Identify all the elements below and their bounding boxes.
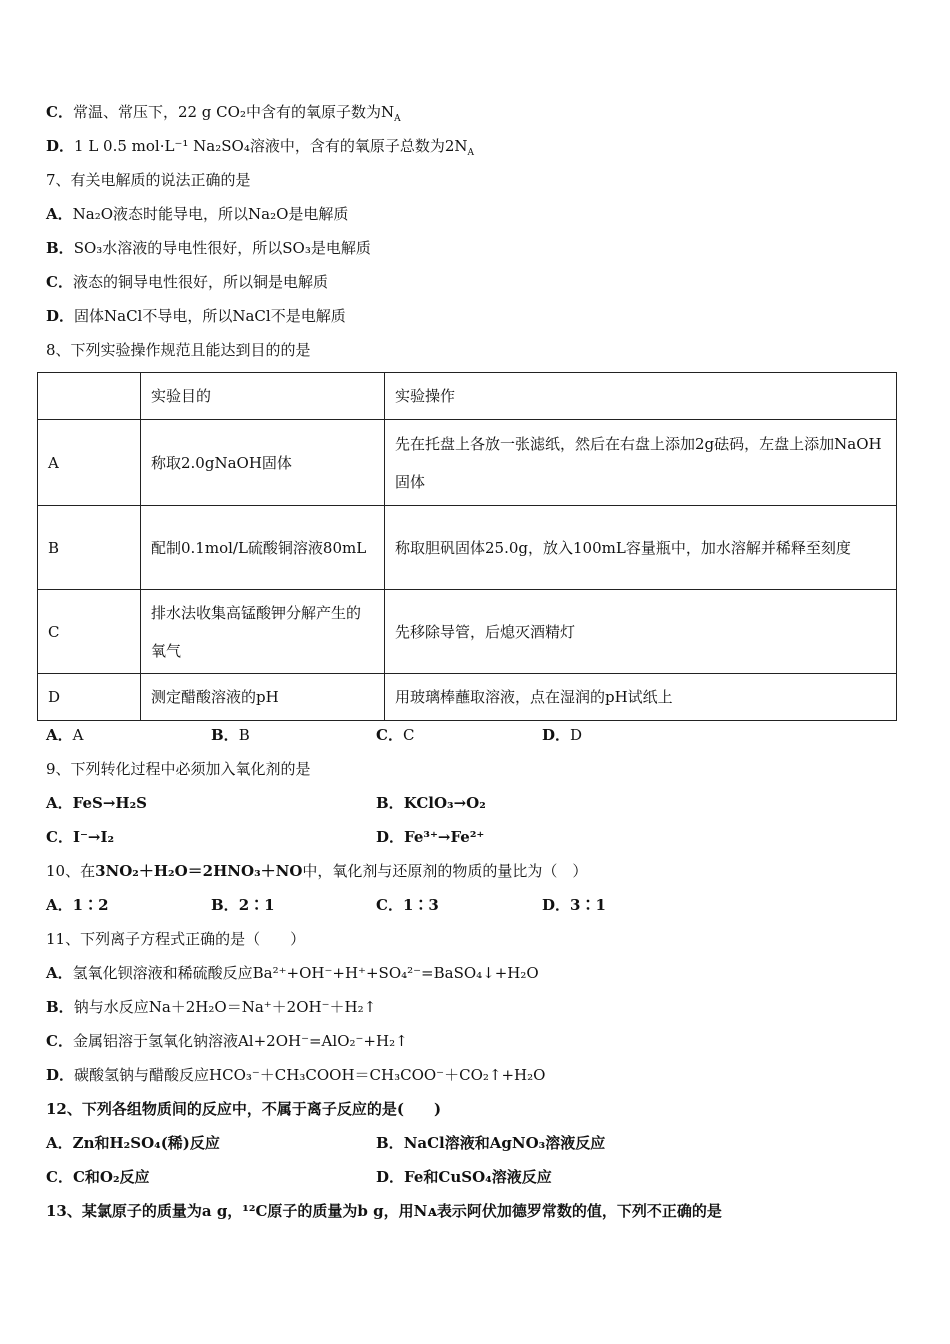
table-cell-key: C <box>38 590 141 674</box>
q10-stem <box>46 861 587 881</box>
q11-option-a <box>46 963 539 983</box>
option-text: SO₃水溶液的导电性很好，所以SO₃是电解质 <box>73 239 371 257</box>
q8-option-d <box>542 725 582 745</box>
table-cell-purpose: 称取2.0gNaOH固体 <box>141 420 385 506</box>
table-cell-key: B <box>38 506 141 590</box>
option-text: FeS→H₂S <box>72 794 147 812</box>
q10-option-a <box>46 895 109 915</box>
q7-stem: 7、有关电解质的说法正确的是 <box>46 171 251 189</box>
q12-stem: 12、下列各组物质间的反应中，不属于离子反应的是( ) <box>46 1100 442 1118</box>
option-label: C． <box>46 1168 73 1186</box>
q10-option-d <box>542 895 606 915</box>
table-row <box>38 506 897 590</box>
q11-stem: 11、下列离子方程式正确的是（ ） <box>46 930 306 948</box>
table-cell-operation: 称取胆矾固体25.0g，放入100mL容量瓶中，加水溶解并稀释至刻度 <box>385 506 897 590</box>
table-cell-key: D <box>38 674 141 721</box>
q8-stem: 8、下列实验操作规范且能达到目的的是 <box>46 341 311 359</box>
option-text: 液态的铜导电性很好，所以铜是电解质 <box>72 273 328 291</box>
q10-option-c <box>376 895 439 915</box>
table-cell-operation: 先在托盘上各放一张滤纸，然后在右盘上添加2g砝码，左盘上添加NaOH固体 <box>385 420 897 506</box>
option-text: 氢氧化钡溶液和稀硫酸反应Ba²⁺+OH⁻+H⁺+SO₄²⁻=BaSO₄↓+H₂O <box>72 964 539 982</box>
option-label: B． <box>376 794 404 812</box>
table-header-cell: 实验目的 <box>141 373 385 420</box>
option-label: C． <box>376 726 403 744</box>
table-row <box>38 420 897 506</box>
q8-option-a <box>46 725 83 745</box>
option-label: A． <box>46 205 73 223</box>
table-header-row <box>38 373 897 420</box>
option-text: 1∶3 <box>402 896 439 914</box>
option-text: C <box>402 726 415 744</box>
table-cell-purpose: 排水法收集高锰酸钾分解产生的氧气 <box>141 590 385 674</box>
option-label: D． <box>376 828 405 846</box>
q7-option-c <box>46 272 328 292</box>
subscript: A <box>394 114 401 124</box>
table-cell-operation: 用玻璃棒蘸取溶液，点在湿润的pH试纸上 <box>385 674 897 721</box>
option-text: 1∶2 <box>72 896 109 914</box>
option-text: 碳酸氢钠与醋酸反应HCO₃⁻＋CH₃COOH＝CH₃COO⁻＋CO₂↑+H₂O <box>74 1066 546 1084</box>
q8-option-c <box>376 725 414 745</box>
option-label: D． <box>542 726 571 744</box>
table-row <box>38 590 897 674</box>
table-header-cell: 实验操作 <box>385 373 897 420</box>
option-label: C． <box>376 896 403 914</box>
option-text: 金属铝溶于氢氧化钠溶液Al+2OH⁻=AlO₂⁻+H₂↑ <box>72 1032 408 1050</box>
q8-option-b <box>211 725 250 745</box>
q9-stem: 9、下列转化过程中必须加入氧化剂的是 <box>46 760 311 778</box>
option-text: C和O₂反应 <box>72 1168 150 1186</box>
option-label: D． <box>46 137 75 155</box>
option-label: C． <box>46 1032 73 1050</box>
table-cell-operation: 先移除导管，后熄灭酒精灯 <box>385 590 897 674</box>
option-label: C． <box>46 828 73 846</box>
q12-option-a <box>46 1133 220 1153</box>
option-text: Fe³⁺→Fe²⁺ <box>404 828 485 846</box>
option-text: 1 L 0.5 mol·L⁻¹ Na₂SO₄溶液中，含有的氧原子总数为2N <box>74 137 468 155</box>
q13-stem: 13、某氯原子的质量为a g，¹²C原子的质量为b g，用Nᴀ表示阿伏加德罗常数的值，下列不正确的是 <box>46 1202 722 1220</box>
q11-option-b <box>46 997 376 1017</box>
table-cell-purpose: 配制0.1mol/L硫酸铜溶液80mL <box>141 506 385 590</box>
table-header-cell <box>38 373 141 420</box>
option-text: 钠与水反应Na＋2H₂O＝Na⁺＋2OH⁻＋H₂↑ <box>73 998 377 1016</box>
q6-option-c <box>46 102 401 129</box>
table-row <box>38 674 897 721</box>
q10-option-b <box>211 895 275 915</box>
option-text: Na₂O液态时能导电，所以Na₂O是电解质 <box>72 205 349 223</box>
stem-number: 10、在 <box>46 862 96 880</box>
q7-option-b <box>46 238 371 258</box>
subscript: A <box>467 148 474 158</box>
stem-equation: 3NO₂＋H₂O＝2HNO₃＋NO <box>95 862 303 880</box>
q6-option-d <box>46 136 474 163</box>
option-label: B． <box>46 998 74 1016</box>
option-text: D <box>570 726 583 744</box>
option-label: B． <box>46 239 74 257</box>
table-cell-purpose: 测定醋酸溶液的pH <box>141 674 385 721</box>
option-label: A． <box>46 1134 73 1152</box>
table-cell-key: A <box>38 420 141 506</box>
option-label: B． <box>211 726 239 744</box>
option-text: Fe和CuSO₄溶液反应 <box>404 1168 552 1186</box>
option-label: D． <box>46 307 75 325</box>
option-text: I⁻→I₂ <box>72 828 115 846</box>
q7-option-d <box>46 306 346 326</box>
option-label: C． <box>46 103 73 121</box>
option-text: KClO₃→O₂ <box>403 794 486 812</box>
option-label: A． <box>46 896 73 914</box>
q9-option-d <box>376 827 484 847</box>
experiment-table <box>37 372 897 721</box>
option-label: C． <box>46 273 73 291</box>
option-text: Zn和H₂SO₄(稀)反应 <box>72 1134 220 1152</box>
option-text: B <box>238 726 250 744</box>
option-label: D． <box>542 896 571 914</box>
option-label: B． <box>211 896 239 914</box>
option-label: A． <box>46 964 73 982</box>
option-label: D． <box>46 1066 75 1084</box>
option-label: D． <box>376 1168 405 1186</box>
q12-option-b <box>376 1133 605 1153</box>
option-text: 2∶1 <box>238 896 275 914</box>
option-label: A． <box>46 726 73 744</box>
q9-option-a <box>46 793 147 813</box>
q12-option-c <box>46 1167 150 1187</box>
option-label: A． <box>46 794 73 812</box>
q11-option-d <box>46 1065 545 1085</box>
q11-option-c <box>46 1031 408 1051</box>
option-text: NaCl溶液和AgNO₃溶液反应 <box>403 1134 606 1152</box>
q9-option-b <box>376 793 486 813</box>
option-text: 常温、常压下，22 g CO₂中含有的氧原子数为N <box>72 103 395 121</box>
q12-option-d <box>376 1167 552 1187</box>
option-label: B． <box>376 1134 404 1152</box>
option-text: 3∶1 <box>570 896 606 914</box>
option-text: 固体NaCl不导电，所以NaCl不是电解质 <box>74 307 346 325</box>
q9-option-c <box>46 827 114 847</box>
q7-option-a <box>46 204 348 224</box>
option-text: A <box>72 726 84 744</box>
stem-text: 中，氧化剂与还原剂的物质的量比为（ ） <box>302 862 588 880</box>
